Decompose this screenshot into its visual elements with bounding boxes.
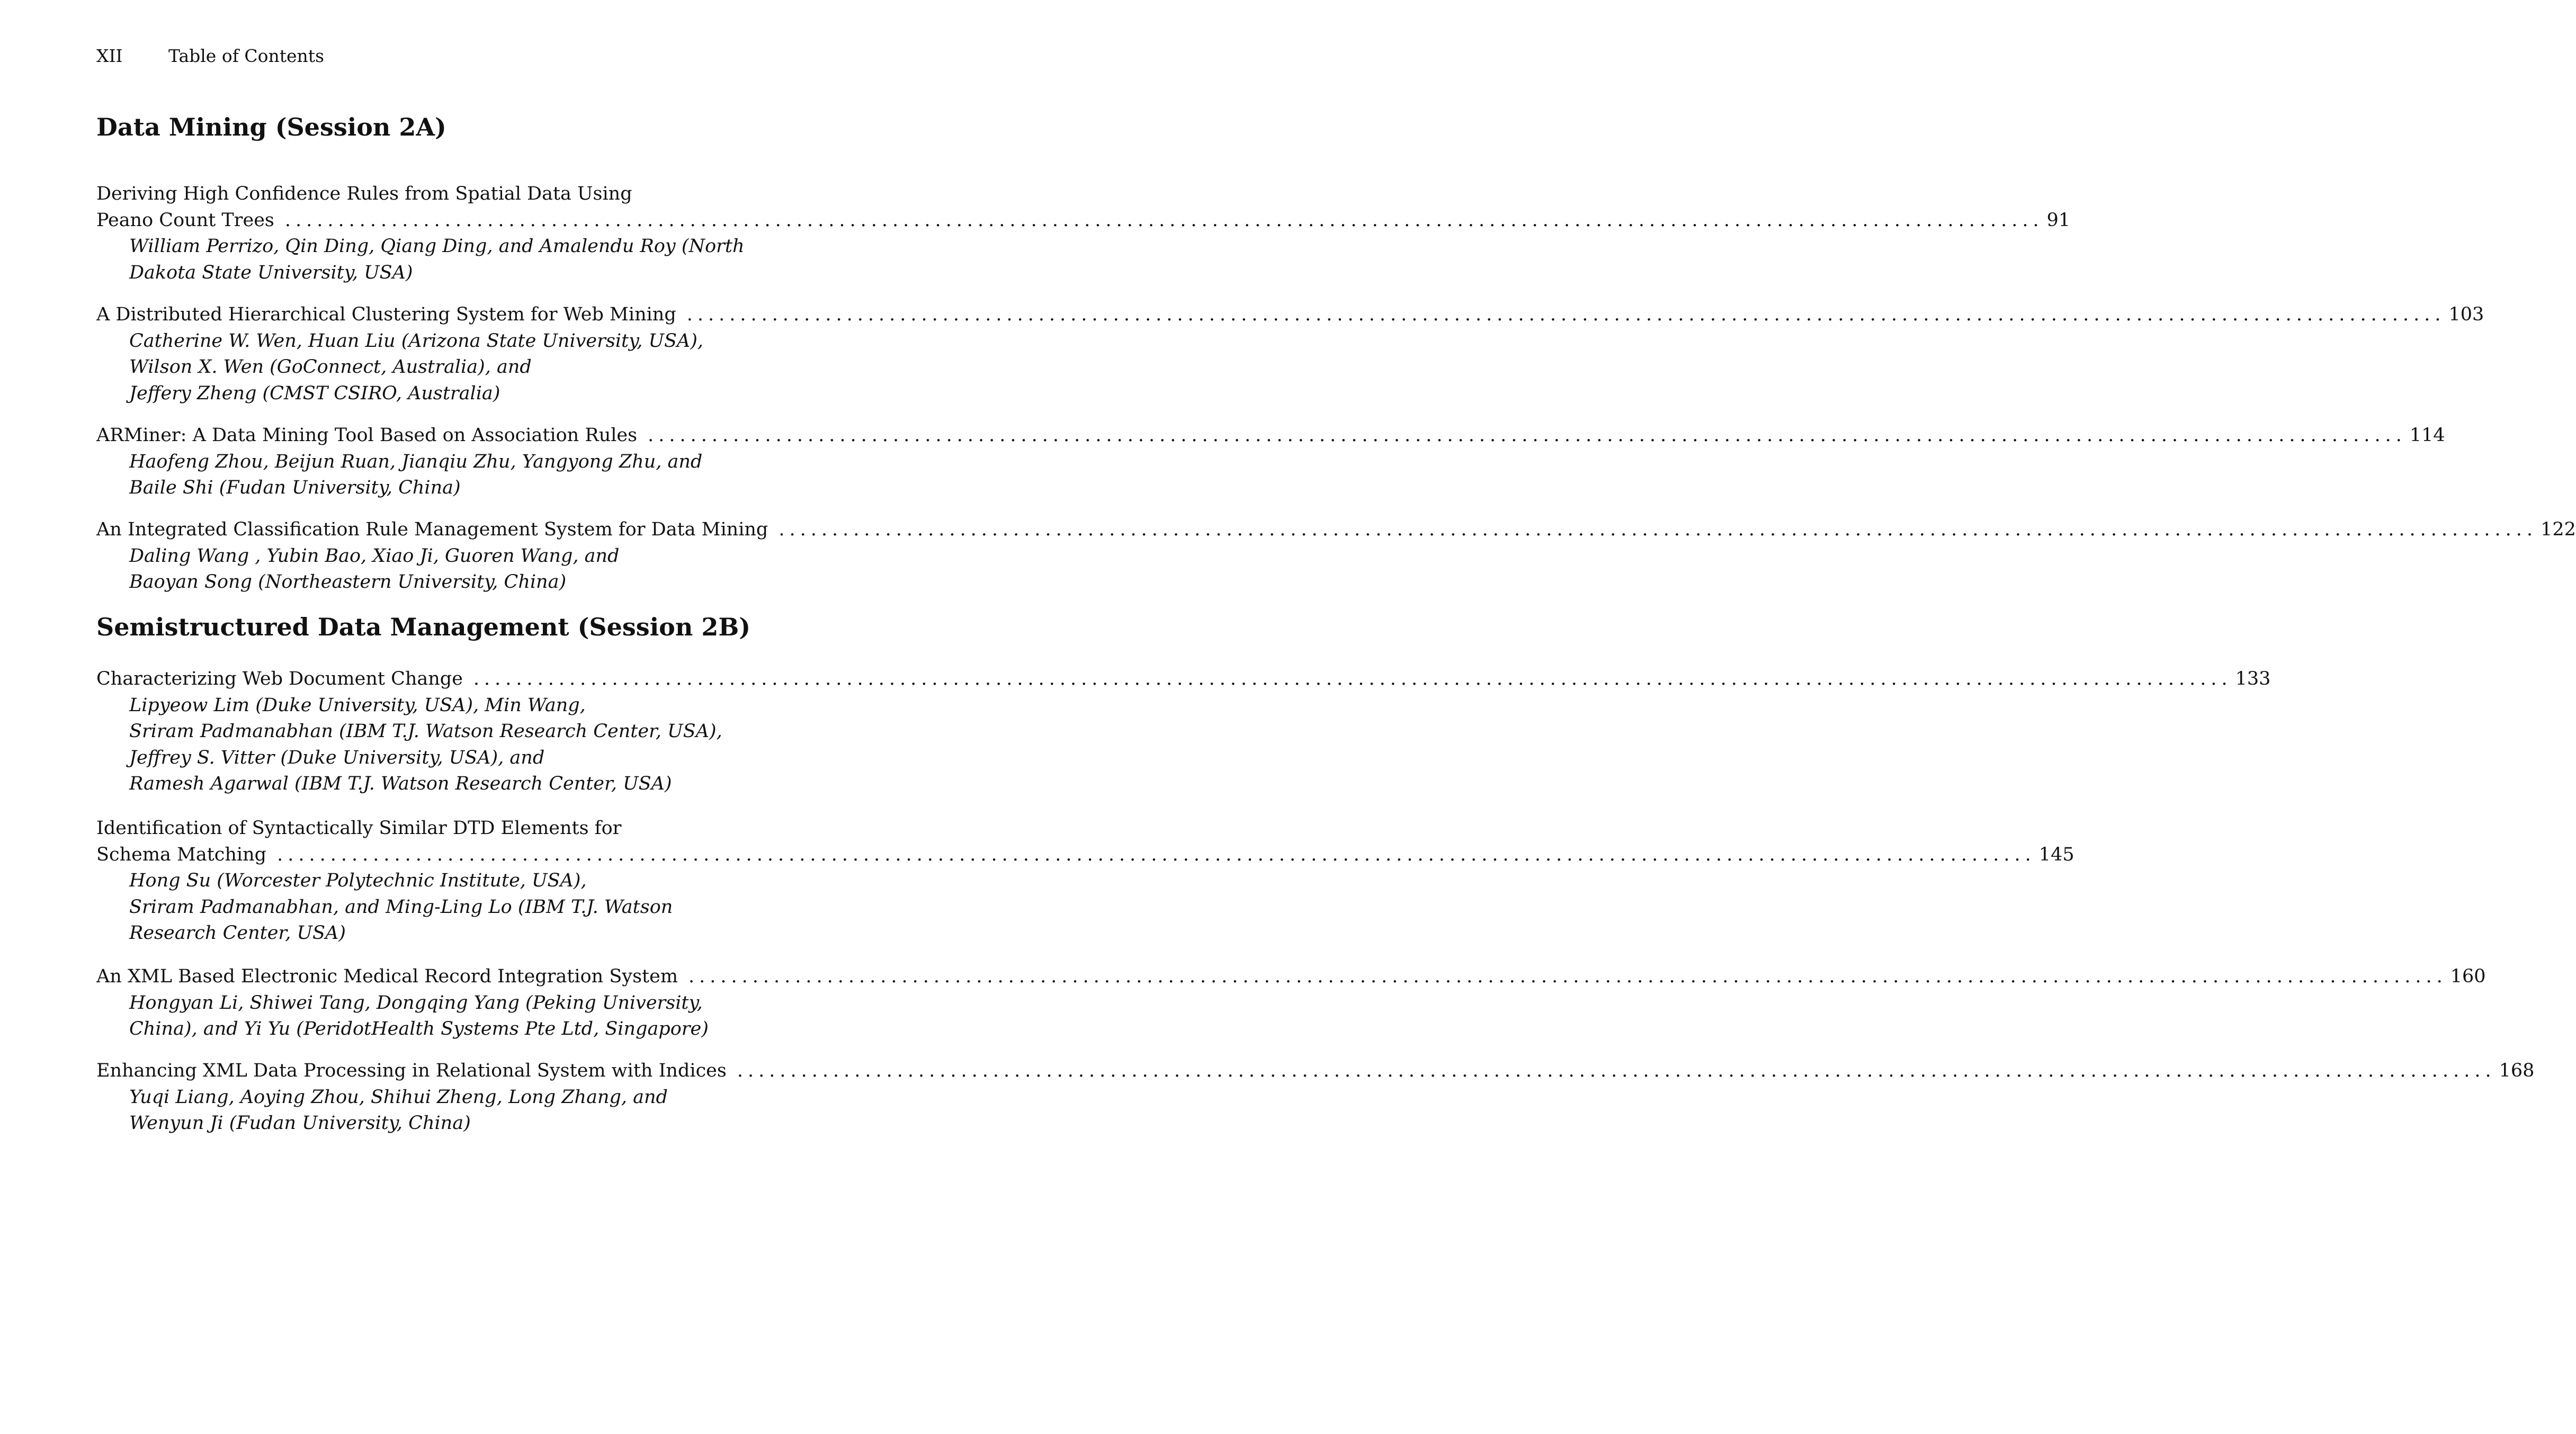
section-title: Semistructured Data Management (Session 2B)	[96, 613, 750, 641]
entry-page-number[interactable]: 122	[2541, 519, 2576, 540]
toc-entry[interactable]	[96, 964, 2486, 1043]
entry-title-text: Characterizing Web Document Change	[96, 668, 463, 689]
toc-entry[interactable]	[96, 815, 2074, 947]
dot-leader: .....................................................................................................................................................................	[779, 519, 2538, 540]
dot-leader: .....................................................................................................................................................................	[277, 844, 2036, 865]
toc-entry[interactable]	[96, 1058, 2535, 1137]
dot-leader: .....................................................................................................................................................................	[737, 1060, 2496, 1081]
entry-authors: Daling Wang , Yubin Bao, Xiao Ji, Guoren Wang, and	[129, 545, 620, 567]
entry-title-line	[96, 666, 2271, 693]
entry-title-line: Identification of Syntactically Similar DTD Elements for	[96, 818, 622, 839]
entry-title-line: Deriving High Confidence Rules from Spatial Data Using	[96, 183, 632, 204]
entry-page-number[interactable]: 133	[2235, 668, 2271, 689]
entry-page-number[interactable]: 103	[2448, 304, 2484, 325]
entry-title-text: An Integrated Classification Rule Management System for Data Mining	[96, 519, 768, 540]
entry-authors: Ramesh Agarwal (IBM T.J. Watson Research Center, USA)	[129, 773, 672, 794]
entry-page-number[interactable]: 168	[2499, 1060, 2535, 1081]
entry-title-text: Peano Count Trees	[96, 209, 274, 231]
entry-title-line	[96, 842, 2074, 868]
running-title: Table of Contents	[168, 46, 325, 66]
entry-title-text: An XML Based Electronic Medical Record Integration System	[96, 966, 678, 987]
entry-page-number[interactable]: 145	[2038, 844, 2074, 865]
entry-authors: Jeffrey S. Vitter (Duke University, USA), and	[129, 747, 545, 768]
entry-authors: Research Center, USA)	[129, 922, 346, 944]
toc-entry[interactable]	[96, 666, 2271, 797]
entry-authors: Wenyun Ji (Fudan University, China)	[129, 1113, 471, 1134]
toc-entry[interactable]	[96, 181, 2071, 286]
entry-authors: Catherine W. Wen, Huan Liu (Arizona State University, USA),	[129, 330, 703, 352]
entry-title-line	[96, 302, 2484, 328]
entry-authors: Haofeng Zhou, Beijun Ruan, Jianqiu Zhu, Yangyong Zhu, and	[129, 451, 703, 472]
entry-title-line	[96, 517, 2576, 543]
entry-page-number[interactable]: 114	[2409, 425, 2445, 446]
entry-title-text: Schema Matching	[96, 844, 267, 865]
entry-page-number[interactable]: 160	[2450, 966, 2486, 987]
dot-leader: .....................................................................................................................................................................	[688, 966, 2447, 987]
entry-page-number[interactable]: 91	[2046, 209, 2071, 231]
entry-authors: China), and Yi Yu (PeridotHealth Systems Pte Ltd, Singapore)	[129, 1018, 709, 1039]
entry-authors: William Perrizo, Qin Ding, Qiang Ding, and Amalendu Roy (North	[129, 236, 745, 257]
entry-authors: Lipyeow Lim (Duke University, USA), Min Wang,	[129, 694, 586, 716]
page-number: XII	[96, 46, 123, 66]
running-head	[96, 44, 324, 68]
entry-authors: Baoyan Song (Northeastern University, China)	[129, 571, 567, 593]
dot-leader: .....................................................................................................................................................................	[284, 209, 2044, 231]
entry-title-line	[96, 1058, 2535, 1085]
entry-title-text: Enhancing XML Data Processing in Relational System with Indices	[96, 1060, 727, 1081]
entry-authors: Yuqi Liang, Aoying Zhou, Shihui Zheng, Long Zhang, and	[129, 1086, 668, 1108]
entry-authors: Sriram Padmanabhan (IBM T.J. Watson Research Center, USA),	[129, 721, 722, 742]
entry-title-line	[96, 208, 2071, 234]
toc-entry[interactable]	[96, 517, 2576, 596]
dot-leader: .....................................................................................................................................................................	[648, 425, 2407, 446]
entry-authors: Sriram Padmanabhan, and Ming-Ling Lo (IBM T.J. Watson	[129, 896, 673, 918]
entry-authors: Baile Shi (Fudan University, China)	[129, 477, 461, 498]
entry-title-line	[96, 964, 2486, 990]
entry-authors: Hong Su (Worcester Polytechnic Institute, USA),	[129, 870, 587, 891]
entry-authors: Wilson X. Wen (GoConnect, Australia), and	[129, 356, 532, 378]
entry-authors: Hongyan Li, Shiwei Tang, Dongqing Yang (Peking University,	[129, 992, 703, 1014]
section-title: Data Mining (Session 2A)	[96, 113, 446, 141]
entry-authors: Dakota State University, USA)	[129, 262, 413, 283]
toc-entry[interactable]	[96, 423, 2445, 501]
dot-leader: .....................................................................................................................................................................	[473, 668, 2232, 689]
dot-leader: .....................................................................................................................................................................	[686, 304, 2446, 325]
toc-entry[interactable]	[96, 302, 2484, 407]
entry-title-text: A Distributed Hierarchical Clustering System for Web Mining	[96, 304, 676, 325]
entry-authors: Jeffery Zheng (CMST CSIRO, Australia)	[129, 382, 500, 404]
entry-title-line	[96, 423, 2445, 449]
entry-title-text: ARMiner: A Data Mining Tool Based on Association Rules	[96, 425, 638, 446]
